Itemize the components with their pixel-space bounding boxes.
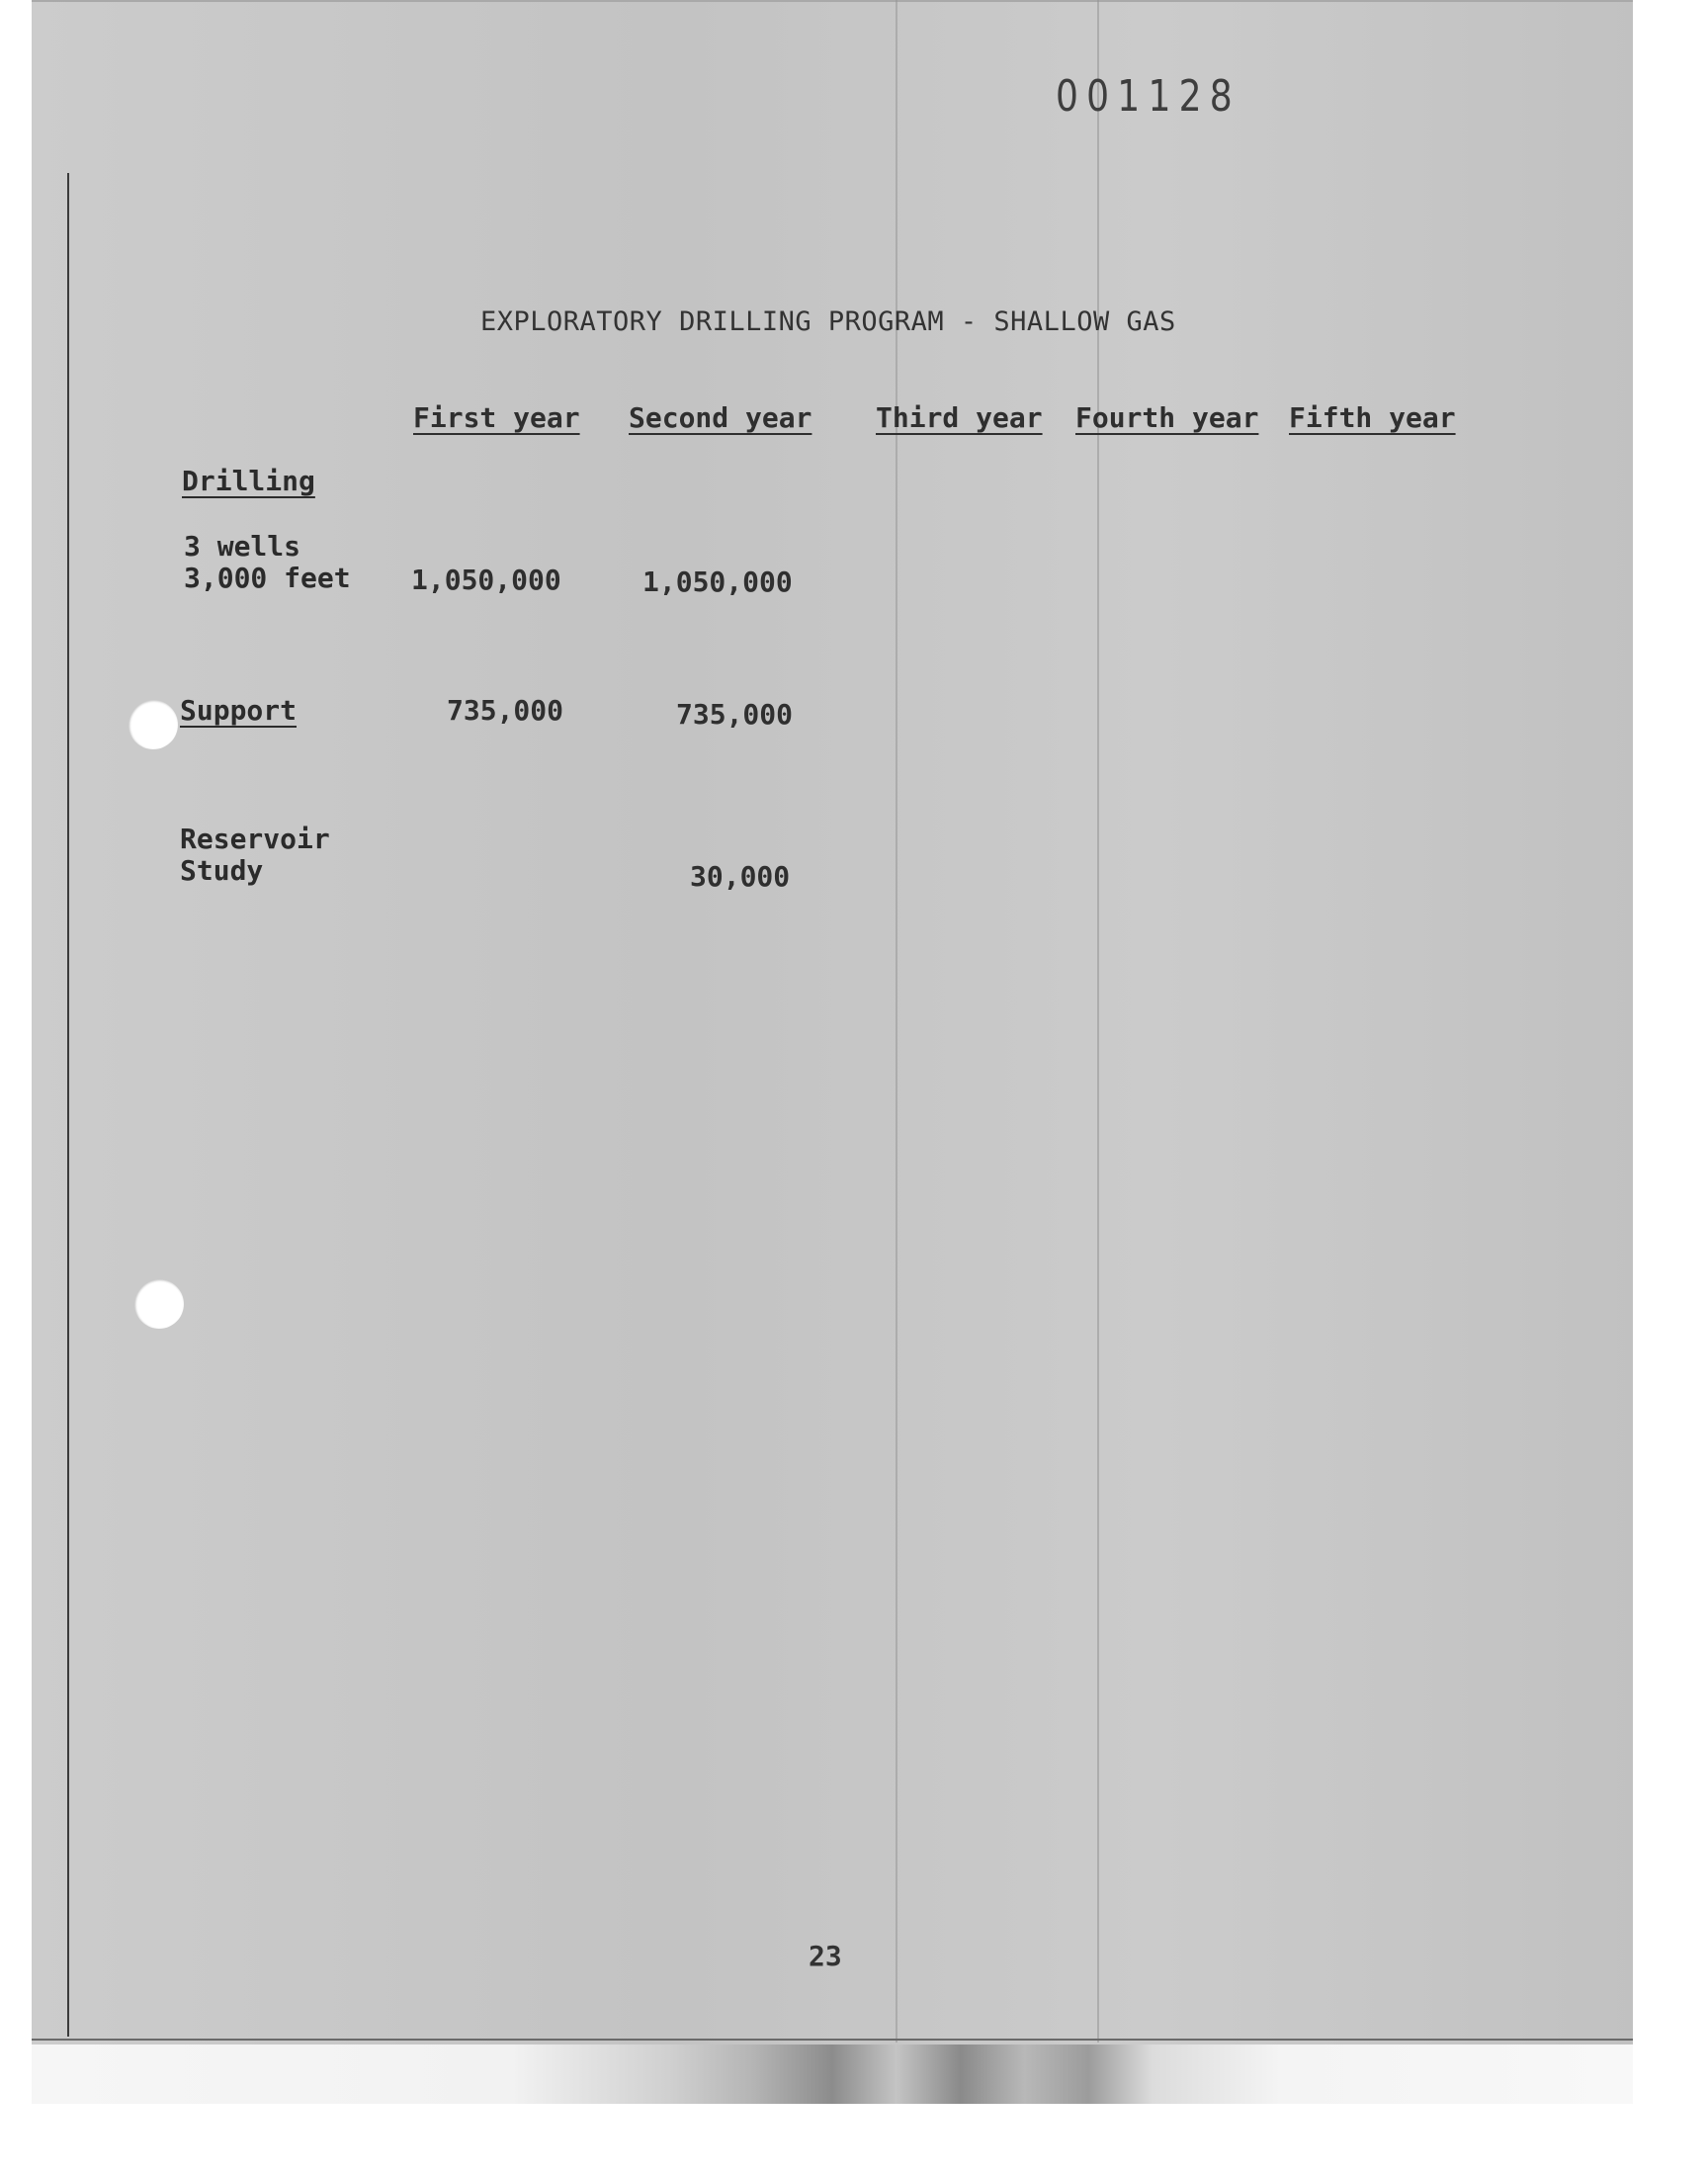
- section-label-drilling: Drilling: [182, 465, 315, 497]
- support-second-year-value: 735,000: [676, 698, 794, 731]
- header-third-year: Third year: [876, 401, 1043, 434]
- reservoir-second-year-value: 30,000: [690, 860, 791, 893]
- document-number: 001128: [1056, 71, 1240, 122]
- punch-hole-bottom: [134, 1279, 184, 1329]
- section-label-support: Support: [180, 694, 298, 727]
- support-first-year-value: 735,000: [447, 694, 564, 727]
- drilling-item-depth: 3,000 feet: [184, 562, 351, 594]
- page-left-edge: [67, 173, 69, 2037]
- drilling-second-year-value: 1,050,000: [642, 566, 793, 598]
- scan-artifact-strip: [32, 2044, 1633, 2104]
- page-bottom-edge: [32, 2039, 1633, 2041]
- section-label-study: Study: [180, 854, 264, 887]
- header-fifth-year: Fifth year: [1289, 401, 1456, 434]
- page-number: 23: [809, 1940, 842, 1972]
- drilling-item-wells: 3 wells: [184, 530, 301, 563]
- punch-hole-top: [128, 700, 178, 749]
- drilling-first-year-value: 1,050,000: [411, 564, 561, 596]
- header-second-year: Second year: [629, 401, 812, 434]
- header-first-year: First year: [413, 401, 580, 434]
- page-title: EXPLORATORY DRILLING PROGRAM - SHALLOW GAS: [480, 306, 1176, 337]
- header-fourth-year: Fourth year: [1075, 401, 1259, 434]
- section-label-reservoir: Reservoir: [180, 823, 330, 855]
